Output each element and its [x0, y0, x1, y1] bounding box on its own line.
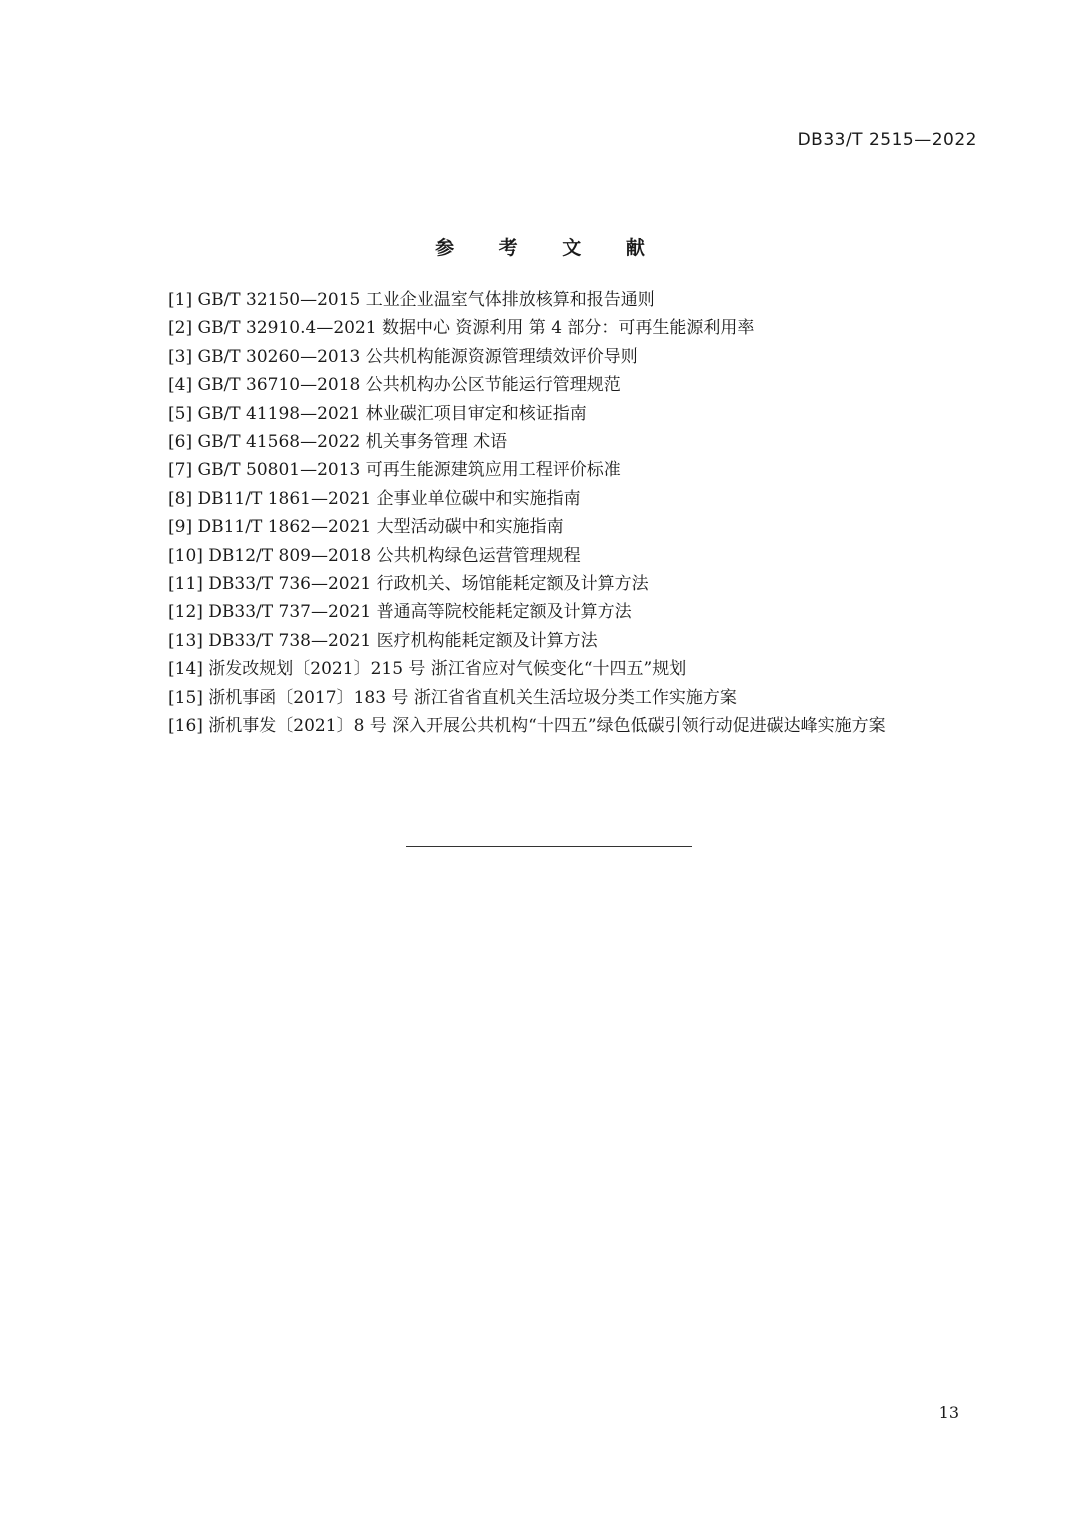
reference-item: [9] DB11/T 1862—2021 大型活动碳中和实施指南 — [168, 517, 564, 538]
reference-item: [3] GB/T 30260—2013 公共机构能源资源管理绩效评价导则 — [168, 346, 638, 367]
page-number: 13 — [938, 1403, 959, 1422]
reference-item: [12] DB33/T 737—2021 普通高等院校能耗定额及计算方法 — [168, 602, 632, 623]
reference-item: [6] GB/T 41568—2022 机关事务管理 术语 — [168, 432, 508, 453]
reference-item: [16] 浙机事发〔2021〕8 号 深入开展公共机构“十四五”绿色低碳引领行动促进碳达峰实施方案 — [168, 716, 886, 737]
reference-item: [10] DB12/T 809—2018 公共机构绿色运营管理规程 — [168, 545, 581, 566]
reference-item: [2] GB/T 32910.4—2021 数据中心 资源利用 第 4 部分：可再生能源利用率 — [168, 318, 755, 339]
reference-item: [14] 浙发改规划〔2021〕215 号 浙江省应对气候变化“十四五”规划 — [168, 659, 687, 680]
reference-item: [8] DB11/T 1861—2021 企事业单位碳中和实施指南 — [168, 488, 581, 509]
reference-item: [15] 浙机事函〔2017〕183 号 浙江省省直机关生活垃圾分类工作实施方案 — [168, 687, 737, 708]
reference-item: [11] DB33/T 736—2021 行政机关、场馆能耗定额及计算方法 — [168, 574, 649, 595]
reference-item: [1] GB/T 32150—2015 工业企业温室气体排放核算和报告通则 — [168, 290, 655, 310]
section-title: 参 考 文 献 — [435, 237, 664, 259]
reference-item: [13] DB33/T 738—2021 医疗机构能耗定额及计算方法 — [168, 630, 598, 651]
standard-number: DB33/T 2515—2022 — [797, 130, 977, 150]
reference-item: [4] GB/T 36710—2018 公共机构办公区节能运行管理规范 — [168, 375, 621, 396]
reference-item: [7] GB/T 50801—2013 可再生能源建筑应用工程评价标准 — [168, 460, 621, 481]
end-rule — [406, 846, 692, 847]
reference-list — [168, 286, 978, 741]
reference-item: [5] GB/T 41198—2021 林业碳汇项目审定和核证指南 — [168, 403, 587, 424]
